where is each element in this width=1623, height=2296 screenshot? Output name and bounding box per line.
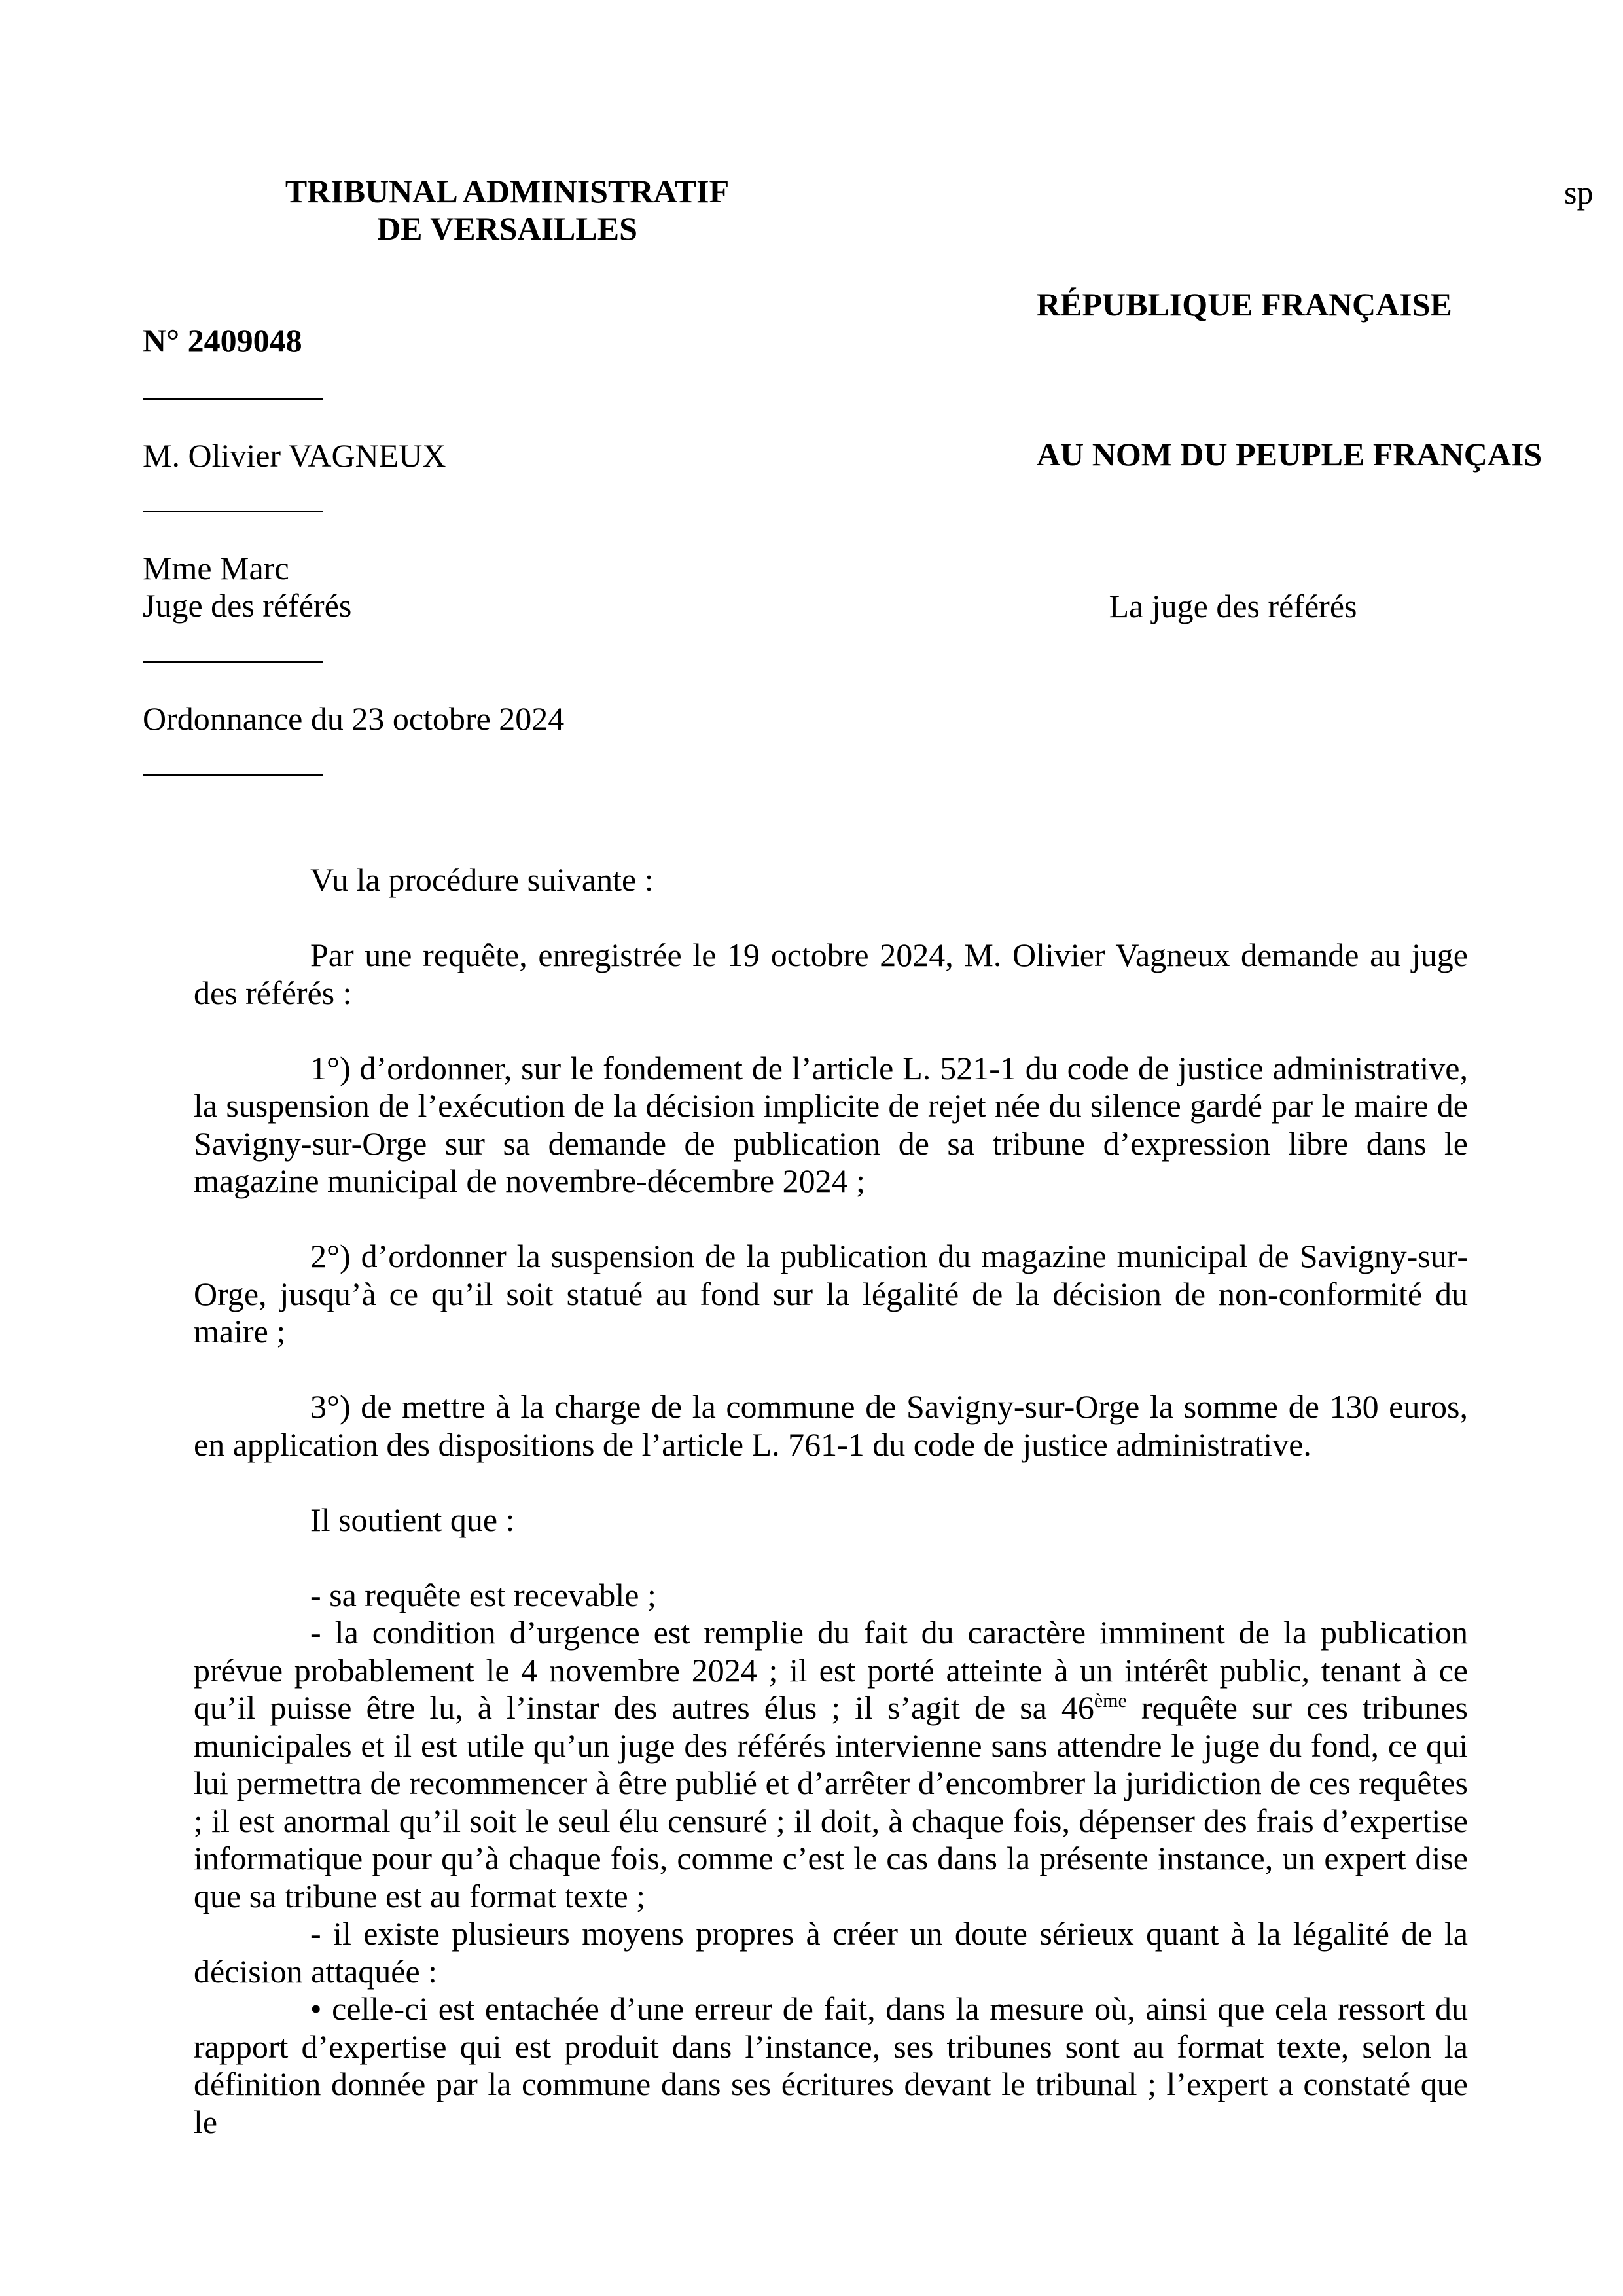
judge-role: Juge des référés — [143, 587, 352, 624]
ordinal-suffix: ème — [1094, 1690, 1127, 1712]
paragraph-request: Par une requête, enregistrée le 19 octobre 2024, M. Olivier Vagneux demande au juge des référés : — [194, 937, 1468, 1011]
paragraph-claim-1: 1°) d’ordonner, sur le fondement de l’article L. 521-1 du code de justice administrative, la suspension de l’exécution de la décision implicite de rejet née du silence gardé par le maire de Savigny-sur-Orge sur sa demande de publication de sa tribune d’expression libre dans le magazine municipal de novembre-décembre 2024 ; — [194, 1049, 1468, 1199]
judge-name: Mme Marc — [143, 550, 289, 586]
separator-2 — [143, 511, 323, 512]
paragraph-claim-3: 3°) de mettre à la charge de la commune de Savigny-sur-Orge la somme de 130 euros, en application des dispositions de l’article L. 761-1 du code de justice administrative. — [194, 1388, 1468, 1463]
claimant-name: M. Olivier VAGNEUX — [143, 437, 446, 474]
corner-mark: sp — [1564, 174, 1594, 211]
argument-error-of-fact: • celle-ci est entachée d’une erreur de fait, dans la mesure où, ainsi que cela ressort du rapport d’expertise qui est produit dans l’instance, ses tribunes sont au format texte, selon la définition donnée par la commune dans ses écritures devant le tribunal ; l’expert a constaté que le — [194, 1990, 1468, 2140]
argument-serious-doubt: - il existe plusieurs moyens propres à créer un doute sérieux quant à la légalité de la décision attaquée : — [194, 1915, 1468, 1990]
paragraph-claim-2: 2°) d’ordonner la suspension de la publication du magazine municipal de Savigny-sur-Orge, jusqu’à ce qu’il soit statué au fond sur la légalité de la décision de non-conformité du maire ; — [194, 1238, 1468, 1350]
paragraph-procedure: Vu la procédure suivante : — [310, 861, 654, 898]
separator-4 — [143, 774, 323, 776]
court-name-line1: TRIBUNAL ADMINISTRATIF — [285, 173, 730, 209]
in-the-name-heading: AU NOM DU PEUPLE FRANÇAIS — [1037, 436, 1543, 473]
argument-urgency-text-2: requête sur ces tribunes municipales et il est utile qu’un juge des référés intervienne sans attendre le juge du fond, ce qui lui permettra de recommencer à être publié et d’arrêter d’encombrer la juridiction de ces requêtes ; il est anormal qu’il soit le seul élu censuré ; il doit, à chaque fois, dépenser des frais d’expertise informatique pour qu’à chaque fois, comme c’est le cas dans la présente instance, un expert dise que sa tribune est au format texte ; — [194, 1689, 1469, 1914]
argument-admissible: - sa requête est recevable ; — [310, 1576, 656, 1613]
judge-title-right: La juge des référés — [1109, 588, 1357, 624]
republic-heading: RÉPUBLIQUE FRANÇAISE — [1037, 286, 1452, 323]
order-date: Ordonnance du 23 octobre 2024 — [143, 700, 565, 737]
separator-1 — [143, 398, 323, 400]
argument-urgency-text-1: - la condition d’urgence est remplie du fait du caractère imminent de la publication prévue probablement le 4 novembre 2024 ; il est porté atteinte à un intérêt public, tenant à ce qu’il puisse être lu, à l’instar des autres élus ; il s’agit de sa 46 — [194, 1614, 1468, 1726]
separator-3 — [143, 661, 323, 663]
paragraph-argues: Il soutient que : — [310, 1501, 515, 1538]
document-body — [194, 861, 1468, 2141]
court-name-line2: DE VERSAILLES — [377, 210, 637, 247]
case-number: N° 2409048 — [143, 322, 302, 359]
argument-urgency — [194, 1614, 1468, 1915]
